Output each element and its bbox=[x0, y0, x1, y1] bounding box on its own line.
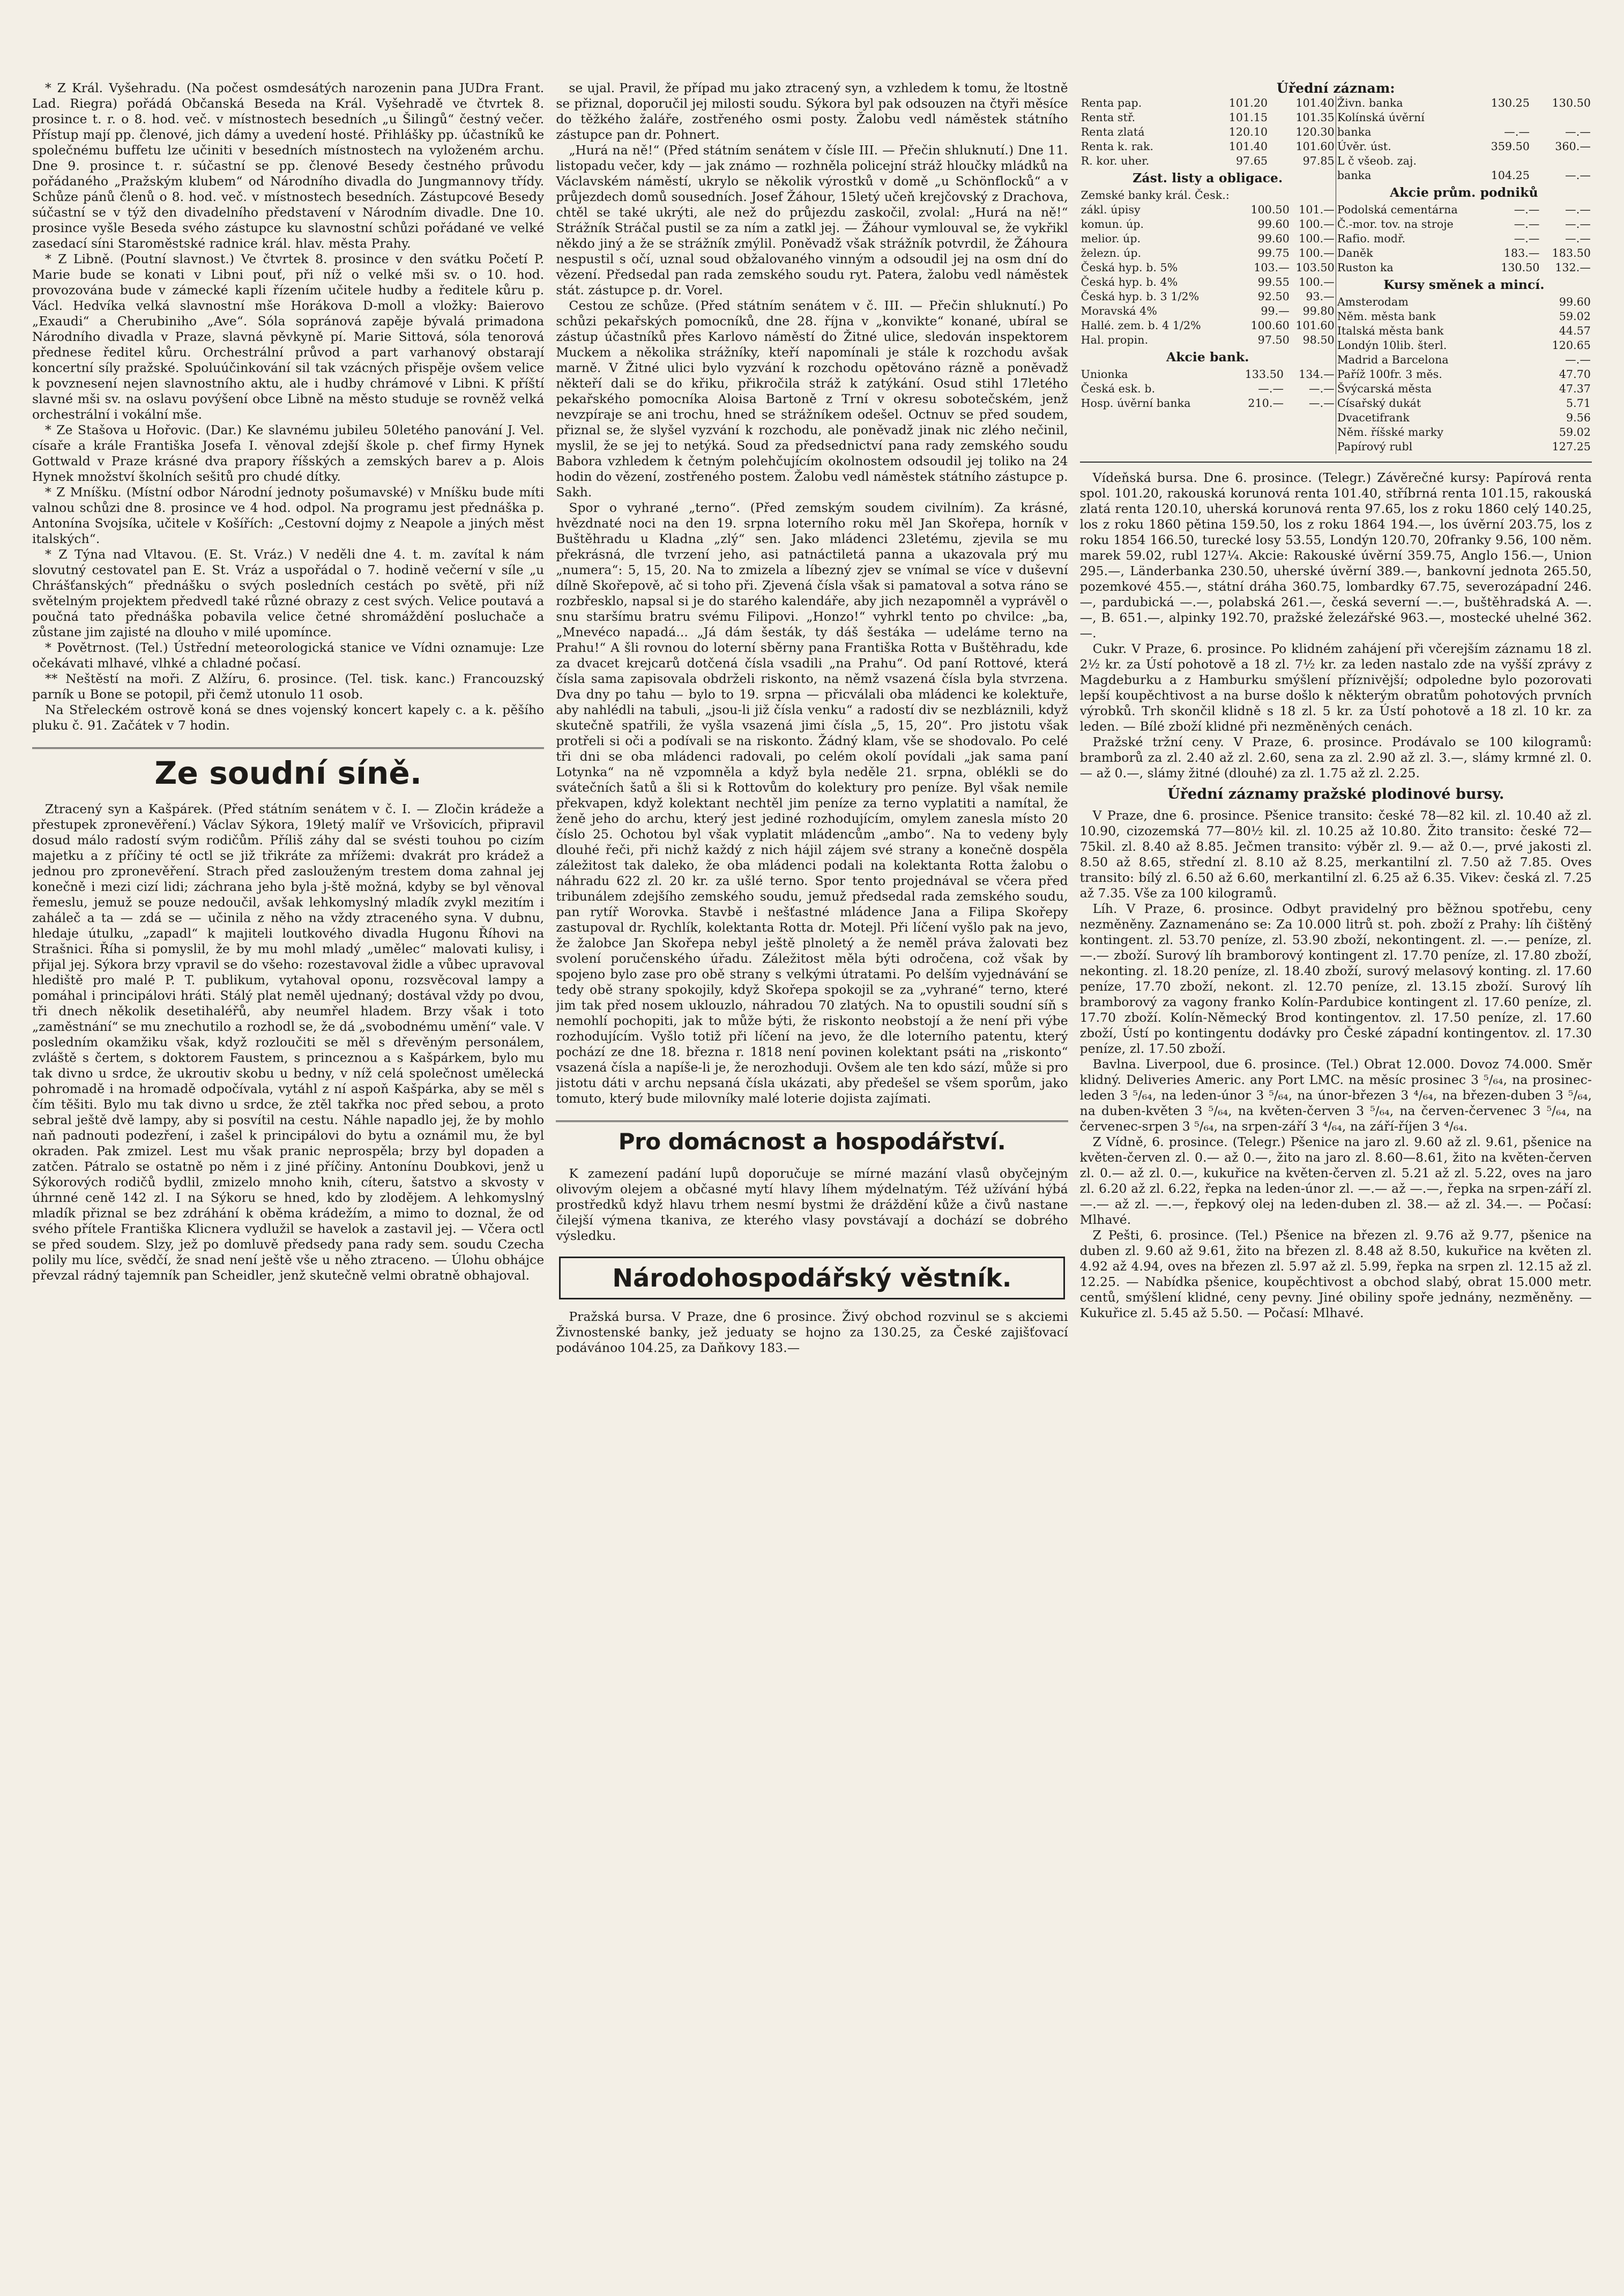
bank-stock-row bbox=[1336, 154, 1592, 168]
column-container bbox=[32, 80, 1592, 2264]
bank-stock-value: —.— bbox=[1504, 125, 1530, 138]
exchange-rate-value: —.— bbox=[1565, 353, 1591, 366]
obligation-value: 99.80 bbox=[1302, 304, 1335, 317]
obligation-value: 100.— bbox=[1299, 247, 1335, 259]
obligation-row bbox=[1080, 318, 1336, 333]
obligation-label: zákl. úpisy bbox=[1081, 203, 1141, 216]
article-prague-bourse: Pražská bursa. V Praze, dne 6 prosince. Živý obchod rozvinul se s akciemi Živnostenské banky, jež jeduaty se hojno za 130.25, za České zajišťovací podávánoo 104.25, za Daňkovy 183.— bbox=[556, 1309, 1068, 1355]
industrial-stock-value: —.— bbox=[1565, 232, 1591, 245]
article-sea-accident: ** Neštěstí na moři. Z Alžíru, 6. prosince. (Tel. tisk. kanc.) Francouzský parník u Bone se potopil, při čemž utonulo 11 osob. bbox=[32, 671, 545, 702]
market-right-block bbox=[1336, 96, 1592, 454]
bank-stock-label: L č všeob. zaj. bbox=[1337, 154, 1417, 167]
exchange-rate-row bbox=[1336, 440, 1592, 454]
bank-stock-label: banka bbox=[1337, 125, 1372, 138]
rent-label: Renta pap. bbox=[1081, 96, 1142, 109]
obligation-value: 103.50 bbox=[1295, 261, 1335, 274]
bank-share-value: 210.— bbox=[1248, 397, 1284, 410]
exchange-rate-label: Něm. říšské marky bbox=[1337, 426, 1443, 439]
bank-share-value: 134.— bbox=[1299, 368, 1335, 381]
rent-value: 120.10 bbox=[1228, 125, 1268, 138]
obligation-row bbox=[1080, 246, 1336, 261]
bank-stock-value bbox=[1470, 110, 1531, 125]
banks-table bbox=[1336, 96, 1592, 183]
article-sugar: Cukr. V Praze, 6. prosince. Po klidném zahájení při včerejším záznamu 18 zl. 2½ kr. za Ústí pohotově a 18 zl. 7½ kr. za leden nastalo zde na vyšší zprávy z Magdeburku a z Hamburku smýšlení příznivější; odpoledne bylo pozorovati lepší koupěchtivost a na burse došlo k některým obratům pohotových prvních výrobků. Trh skončil klidně s 18 zl. 5 kr. za Ústí pohotově a 18 zl. 10 kr. za leden. — Bílé zboží klidné při nezměněných cenách. bbox=[1079, 641, 1592, 734]
industrial-stock-value: 183.— bbox=[1503, 247, 1540, 259]
industrial-stock-value: —.— bbox=[1565, 218, 1591, 231]
industrial-stock-value: —.— bbox=[1514, 203, 1540, 216]
article-vienna-grain: Z Vídně, 6. prosince. (Telegr.) Pšenice na jaro zl. 9.60 až zl. 9.61, pšenice na květen-červen zl. 0.— až 0.—, žito na jaro zl. 8.60—8.61, žito na květen-červen zl. 0.— až zl. 0.—, kukuřice na květen-červen zl. 5.21 až zl. 5.22, oves na jaro zl. 6.20 až zl. 6.22, řepka na leden-únor zl. —.— až —.—, řepka na srpen-září zl. —.— až zl. —.—, řepkový olej na leden-duben zl. 38.— až zl. 34.—. — Počasí: Mlhavé. bbox=[1079, 1134, 1592, 1227]
obligation-label: Česká hyp. b. 3 1/2% bbox=[1081, 290, 1200, 303]
market-left-block bbox=[1080, 96, 1336, 454]
rent-label: Renta k. rak. bbox=[1081, 140, 1154, 153]
industrial-stock-row bbox=[1336, 203, 1592, 217]
prum-subhead: Akcie prům. podniků bbox=[1390, 185, 1538, 200]
obligation-row bbox=[1080, 289, 1336, 304]
industrial-stock-row bbox=[1336, 217, 1592, 232]
obligation-label: Hal. propin. bbox=[1081, 333, 1149, 346]
exchange-rate-label: Amsterodam bbox=[1337, 295, 1409, 308]
exchange-rate-value: 127.25 bbox=[1552, 440, 1591, 453]
kurzy-table bbox=[1336, 295, 1592, 454]
obligation-value: 99.55 bbox=[1257, 276, 1290, 288]
grain-heading: Úřední záznamy pražské plodinové bursy. bbox=[1167, 786, 1504, 803]
industrial-stock-label: Daněk bbox=[1337, 247, 1373, 259]
article-pest-grain: Z Pešti, 6. prosince. (Tel.) Pšenice na březen zl. 9.76 až 9.77, pšenice na duben zl. 9.60 až 9.61, žito na březen zl. 8.48 až 8.50, kukuřice na květen zl. 4.92 až 4.94, oves na březen zl. 5.97 až zl. 5.99, řepka na srpen zl. 12.15 až zl. 12.25. — Nabídka pšenice, koupěchtivost a obchod slabý, obrat 15.000 metr. centů, smýšlení klidné, ceny pevny. Jiné obiliny spoře jednány, nezměněny. — Kukuřice zl. 5.45 až 5.50. — Počasí: Mlhavé. bbox=[1079, 1228, 1592, 1320]
exchange-rate-row bbox=[1336, 353, 1592, 367]
exchange-rate-label: Paříž 100fr. 3 měs. bbox=[1337, 368, 1442, 381]
rent-value: 101.35 bbox=[1295, 111, 1335, 124]
obligation-row bbox=[1080, 304, 1336, 318]
exchange-rate-value: 59.02 bbox=[1559, 310, 1591, 323]
exchange-rate-value: 47.70 bbox=[1559, 368, 1591, 381]
obligation-label: Česká hyp. b. 4% bbox=[1081, 276, 1178, 288]
rent-row bbox=[1080, 125, 1336, 139]
obligation-label: železn. úp. bbox=[1081, 247, 1142, 259]
bank-stock-row bbox=[1336, 96, 1592, 110]
bank-subhead: Akcie bank. bbox=[1166, 350, 1249, 365]
obligation-label: komun. úp. bbox=[1081, 218, 1144, 231]
obligation-value: 100.— bbox=[1299, 276, 1335, 288]
rents-table bbox=[1080, 96, 1336, 168]
bank-share-value: —.— bbox=[1309, 397, 1335, 410]
exchange-rate-label: Dvacetifrank bbox=[1337, 411, 1410, 424]
bank-stock-value: 360.— bbox=[1555, 140, 1591, 153]
rent-row bbox=[1080, 96, 1336, 110]
industrial-stock-value: 130.50 bbox=[1501, 261, 1540, 274]
bank-share-label: Unionka bbox=[1081, 368, 1128, 381]
exchange-rate-row bbox=[1336, 367, 1592, 382]
industrial-stock-label: Ruston ka bbox=[1337, 261, 1394, 274]
obligation-value: 92.50 bbox=[1257, 290, 1290, 303]
exchange-rate-value: 59.02 bbox=[1559, 426, 1591, 439]
industrial-stock-row bbox=[1336, 246, 1592, 261]
bank-share-row bbox=[1080, 382, 1336, 396]
bank-stock-value: 130.25 bbox=[1491, 96, 1530, 109]
obligation-row bbox=[1080, 217, 1336, 232]
rent-value: 97.65 bbox=[1235, 154, 1268, 167]
exchange-rate-value: 99.60 bbox=[1559, 295, 1591, 308]
bank-stock-label: Úvěr. úst. bbox=[1337, 140, 1391, 153]
exchange-rate-row bbox=[1336, 309, 1592, 324]
exchange-rate-label: Císařský dukát bbox=[1337, 397, 1421, 410]
industrial-stock-label: Č.-mor. tov. na stroje bbox=[1337, 218, 1454, 231]
obligation-value: 97.50 bbox=[1257, 333, 1290, 346]
kurzy-subhead: Kursy směnek a mincí. bbox=[1383, 277, 1545, 292]
exchange-rate-row bbox=[1336, 425, 1592, 440]
exchange-rate-value: 5.71 bbox=[1566, 397, 1591, 410]
rent-value: 101.40 bbox=[1295, 96, 1335, 109]
obligation-value: 99.60 bbox=[1257, 218, 1290, 231]
bank-table bbox=[1080, 367, 1336, 411]
article-liben: * Z Libně. (Poutní slavnost.) Ve čtvrtek 8. prosince v den svátku Početí P. Marie bude se konati v Libni pouť, při níž o velké mši sv. o 10. hod. provozována bude v zámecké kapli řízením učitele hudby a ředitele kůru p. Václ. Hedvíka velká slavnostní mše Horákova D-moll a vložky: Baierovo „Exaudi“ a Cherubiniho „Ave“. Sóla sopránová zapěje bývalá primadona Národního divadla v Praze, slavná pěvkyně pí. Marie Sittová, sóla tenorová přednese ředitel kůru. Orchestrální průvod a part varhanový obstarají koncertní síly pražské. Spoluúčinkování sil tak vzácných přispěje ovšem velice k povznesení nejen slavnostního aktu, ale i hudby chrámové v Libni. K příští slavné mši sv. na oslavu povýšení obce Libně na město studuje se rovněž velká orchestrální i vokální mše. bbox=[32, 251, 545, 422]
obligation-row bbox=[1080, 203, 1336, 217]
exchange-rate-row bbox=[1336, 324, 1592, 338]
article-weather: * Povětrnost. (Tel.) Ústřední meteorologická stanice ve Vídni oznamuje: Lze očekávati mlhavé, vlhké a chladné počasí. bbox=[32, 640, 545, 671]
bank-stock-value bbox=[1531, 154, 1592, 168]
bank-stock-row bbox=[1336, 139, 1592, 154]
obligation-value: 101.60 bbox=[1295, 319, 1335, 332]
bank-share-row bbox=[1080, 396, 1336, 411]
bank-share-value: —.— bbox=[1258, 382, 1284, 395]
article-hura: „Hurá na ně!“ (Před státním senátem v čísle III. — Přečin shluknutí.) Dne 11. listopadu večer, kdy — jak známo — rozhněla policejní stráž hloučky mládků na Václavském náměstí, ukrylo se několik výrostků v domě „u Schönflocků“ a v průjezdech domů sousedních. Josef Žáhour, 15letý učeň krejčovský z Drachova, chtěl se také ukrýti, ale než do průjezdu zaskočil, zvolal: „Hurá na ně!“ Strážník Stráčal pustil se za ním a zatkl jej. — Žáhour vymlouval se, že vykřikl někdo jiný a že se strážník zmýlil. Poněvadž však strážník potvrdil, že Žáhoura nespustil s očí, uznal soud obžalovaného vinným a odsoudil jej na osm dní do vězení. Předsedal pan rada zemského soudu ryt. Patera, žalobu vedl náměstek stát. zástupce p. dr. Vorel. bbox=[556, 143, 1068, 298]
section-heading-economy: Národohospodářský věstník. bbox=[559, 1257, 1064, 1299]
industrial-stock-value: —.— bbox=[1514, 218, 1540, 231]
industrial-stock-value: —.— bbox=[1514, 232, 1540, 245]
article-grain: V Praze, dne 6. prosince. Pšenice transito: české 78—82 kil. zl. 10.40 až zl. 10.90, cizozemská 77—80½ kil. zl. 10.25 až 10.80. Žito transito: české 72—75kil. zl. 8.40 až 8.85. Ječmen transito: výběr zl. 9.— až 0.—, prvé jakosti zl. 8.50 až 8.65, střední zl. 8.10 až 8.25, merkantilní zl. 7.50 až 7.85. Oves transito: bílý zl. 6.50 až 6.60, merkantilní zl. 6.25 až 6.35. Vikev: česká zl. 7.25 až 7.35. Vše za 100 kilogramů. bbox=[1079, 808, 1592, 901]
rent-label: Renta zlatá bbox=[1081, 125, 1145, 138]
article-concert: Na Střeleckém ostrově koná se dnes vojenský koncert kapely c. a k. pěšího pluku č. 91. Začátek v 7 hodin. bbox=[32, 702, 545, 733]
obligation-label: Hallé. zem. b. 4 1/2% bbox=[1081, 319, 1201, 332]
industrial-stock-value: 183.50 bbox=[1552, 247, 1591, 259]
obligation-value: 93.— bbox=[1306, 290, 1335, 303]
oblig-subhead: Zást. listy a obligace. bbox=[1133, 170, 1283, 185]
industrial-stock-label: Podolská cementárna bbox=[1337, 203, 1458, 216]
article-vysehrad: * Z Král. Vyšehradu. (Na počest osmdesátých narozenin pana JUDra Frant. Lad. Riegra) pořádá Občanská Beseda na Král. Vyšehradě ve čtvrtek 8. prosince t. r. o 8. hod. več. v místnostech besedních „u Šilingů“ čestný večer. Přístup mají pp. členové, jich dámy a uvedení hosté. Přihlášky pp. účastníků ke společnému buffetu lze učiniti v besedních místnostech na vyloženém archu. Dne 9. prosince t. r. súčastní se pp. členové Besedy čestného průvodu pořádaného „Pražským klubem“ od Národního divadla do Jungmannovy třídy. Schůze pánů členů o 8. hod. več. v místnostech besedních. Zástupcové Besedy súčastní se v týž den divadelního představení v Národním divadle. Dne 10. prosince vyšle Beseda svého zástupce ku slavnostní schůzi pořádané ve velké zasedací síni Staroměstské radnice král. hlav. města Prahy. bbox=[32, 80, 545, 251]
bank-share-value: —.— bbox=[1309, 382, 1335, 395]
section-heading-court: Ze soudní síně. bbox=[32, 747, 544, 792]
exchange-rate-row bbox=[1336, 338, 1592, 353]
rent-value: 97.85 bbox=[1302, 154, 1335, 167]
obligation-value: 100.50 bbox=[1250, 203, 1290, 216]
exchange-rate-row bbox=[1336, 396, 1592, 411]
article-stasov: * Ze Stašova u Hořovic. (Dar.) Ke slavnému jubileu 50letého panování J. Vel. císaře a krále Františka Josefa I. věnoval zdejší škole p. chef firmy Hynek Gottwald v Praze krásné dva prapory říšských a zemských barev a p. Alois Hynek množství školních sešitů pro chudé dítky. bbox=[32, 422, 545, 484]
rent-row bbox=[1080, 154, 1336, 168]
bank-stock-value: —.— bbox=[1565, 125, 1591, 138]
bank-share-value: 133.50 bbox=[1245, 368, 1284, 381]
article-tyn: * Z Týna nad Vltavou. (E. St. Vráz.) V neděli dne 4. t. m. zavítal k nám slovutný cestovatel pan E. St. Vráz a uspořádal o 7. hodině večerní v síle „u Chrášťanských“ přednášku o svých posledních cestách po světě, při níž světelným projektem předvedl také různé obrazy z cest svých. Velice poutavá a poučná tato přednáška pobavila velice četné shromáždění posluchače a zůstane jim zajisté na dlouho v milé upomínce. bbox=[32, 547, 545, 640]
exchange-rate-row bbox=[1336, 382, 1592, 396]
rent-value: 101.20 bbox=[1228, 96, 1268, 109]
article-vienna-bourse: Vídeňská bursa. Dne 6. prosince. (Telegr.) Závěrečné kursy: Papírová renta spol. 101.20, rakouská korunová renta 101.40, stříbrná renta 101.15, rakouská zlatá renta 120.10, uherská korunová renta 97.65, los z roku 1860 celý 140.25, los z roku 1860 pětina 159.50, los z roku 1864 194.—, los úvěrní 203.75, los z roku 1854 166.50, turecké losy 53.55, Londýn 120.70, 20franky 9.56, 100 něm. marek 59.02, rubl 127¼. Akcie: Rakouské úvěrní 359.75, Anglo 156.—, Union 295.—, Länderbanka 230.50, uherské úvěrní 389.—, bankovní jednota 265.50, pozemkové 455.—, státní dráha 360.75, lombardky 67.75, severozápadní 246.—, pardubická —.—, polabská 261.—, česká severní —.—, buštěhradská A. —.—, B. 651.—, alpinky 192.70, pražské železářské 963.—, mostecké uhelné 362.—. bbox=[1079, 470, 1592, 641]
obligation-value: 99.— bbox=[1261, 304, 1290, 317]
rent-value: 101.60 bbox=[1295, 140, 1335, 153]
exchange-rate-value: 120.65 bbox=[1552, 339, 1591, 352]
obligation-label: melior. úp. bbox=[1081, 232, 1141, 245]
obligation-value: 101.— bbox=[1299, 203, 1335, 216]
obligation-label: Česká hyp. b. 5% bbox=[1081, 261, 1178, 274]
bank-stock-row bbox=[1336, 168, 1592, 183]
obligation-value: 100.60 bbox=[1250, 319, 1290, 332]
industrial-stock-label: Rafio. modř. bbox=[1337, 232, 1406, 245]
obligation-value: 103.— bbox=[1254, 261, 1290, 274]
obligation-label: Moravská 4% bbox=[1081, 304, 1157, 317]
rent-value: 101.15 bbox=[1228, 111, 1268, 124]
column-2 bbox=[556, 80, 1068, 2264]
bank-share-row bbox=[1080, 367, 1336, 382]
bank-stock-value: 130.50 bbox=[1552, 96, 1591, 109]
bank-stock-value: —.— bbox=[1565, 169, 1591, 182]
exchange-rate-value: 9.56 bbox=[1566, 411, 1591, 424]
article-spirit: Líh. V Praze, 6. prosince. Odbyt pravidelný pro běžnou spotřebu, ceny nezměněny. Zaznamenáno se: Za 10.000 litrů st. poh. zboží z Prahy: líh čištěný kontingent. zl. 53.70 peníze, zl. 53.90 zboží, nekontingent. zl. —.— peníze, zl. —.— zboží. Surový líh bramborový kontingent zl. 17.70 peníze, zl. 17.80 zboží, nekonting. zl. 18.20 peníze, zl. 18.40 zboží, surový melasový konting. zl. 17.60 peníze, 17.70 zboží, nekont. zl. 12.70 peníze, zl. 13.15 zboží. Surový líh bramborový za vagony franko Kolín-Pardubice kontingent zl. 17.60 peníze, zl. 17.70 zboží. Kolín-Německý Brod kontingentov. zl. 17.50 peníze, zl. 17.60 zboží, Ústí po kontingentu dodávky pro České západní kontingentov. zl. 17.30 peníze, zl. 17.50 zboží. bbox=[1079, 901, 1592, 1056]
bank-stock-label: Živn. banka bbox=[1337, 96, 1403, 109]
bank-stock-label: banka bbox=[1337, 169, 1372, 182]
industrial-stock-value: 132.— bbox=[1555, 261, 1591, 274]
rent-label: Renta stř. bbox=[1081, 111, 1136, 124]
exchange-rate-label: Papírový rubl bbox=[1337, 440, 1413, 453]
prum-table bbox=[1336, 203, 1592, 275]
industrial-stock-row bbox=[1336, 232, 1592, 246]
exchange-rate-label: Londýn 10lib. šterl. bbox=[1337, 339, 1447, 352]
exchange-rate-row bbox=[1336, 295, 1592, 309]
obligation-row bbox=[1080, 188, 1336, 203]
divider bbox=[1080, 462, 1592, 463]
article-market-prices: Pražské tržní ceny. V Praze, 6. prosince. Prodávalo se 100 kilogramů: bramborů za zl. 2.40 až zl. 2.60, sena za zl. 2.90 až zl. 3.—, slámy krmné zl. 0.— až 0.—, slámy žitné (dlouhé) za zl. 1.75 až zl. 2.25. bbox=[1079, 734, 1592, 781]
obligation-value bbox=[1291, 188, 1336, 203]
obligation-row bbox=[1080, 275, 1336, 289]
obligation-value: 99.60 bbox=[1257, 232, 1290, 245]
article-lost-son: Ztracený syn a Kašpárek. (Před státním senátem v č. I. — Zločin krádeže a přestupek zpronevěření.) Václav Sýkora, 19letý malíř ve Vršovicích, připravil dosud málo radostí svým rodičům. Příliš záhy dal se svésti touhou po cizím majetku a z příčiny té octl se již třikráte za mřížemi: dvakrát pro krádež a jednou pro zpronevěření. Strach před zaslouženým trestem doma zahnal jej konečně i mezi cizí lidi; záchrana jeho byla j-ště možná, kdyby se byl věnoval řemeslu, jemuž se pouze nedoučil, avšak lehkomyslný mladík zvykl mezitím i zaháleč a ta — zdá se — učinila z něho na vždy ztraceného syna. V dubnu, hledaje útulku, „zapadl“ k majiteli loutkového divadla Hugonu Říhovi na Strašnici. Říha si pomyslil, že by mu mohl mladý „umělec“ malovati kulisy, i přijal jej. Sýkora brzy vpravil se do všeho: rozestavoval židle a vůbec upravoval hlediště pro malé P. T. publikum, vytahoval oponu, rozsvěcoval lampy a pomáhal i principálovi hráti. Stálý plat neměl ujednaný; dostával vždy po dvou, tři dnech několik desetihaléřů, aby neumřel hladem. Brzy však i toto „zaměstnání“ se mu znechutilo a rozhodl se, že dá „svobodnému umění“ vale. V posledním okamžiku však, když rozloučiti se měl s dřevěným personálem, zvláště s čertem, s doktorem Faustem, s princeznou a s Kašpárkem, bylo mu tak divno u srdce, že ukroutiv skobu u bedny, v níž celá společnost umělecká pohromadě i na hromadě odpočívala, vytáhl z ní aspoň Kašpárka, aby se měl s čím těšiti. Bylo mu tak divno u srdce, že ztěl takřka noc před sebou, a proto sebral ještě dvě lampy, aby si posvítil na cestu. Náhle napadlo jej, že by mohlo naň padnouti podezření, i zašel k principálovi do bytu a oznámil mu, že byl okraden. Pak zmizel. Lest mu však pranic neprospěla; brzy byl dopaden a zatčen. Pátralo se ostatně po něm i z jiné příčiny. Antonínu Doubkovi, jenž u Sýkorových rodičů bydlil, zmizelo mnoho knih, cíteru, šatstvo a skvosty v úhrnné ceně 142 zl. I na Sýkoru se hned, kdo by zlodějem. A lehkomyslný mladík přiznal se bez zdráhání k oběma krádežím, a mimo to doznal, že od svého přítele Františka Klicnera vydlužil se havelok a zastavil jej. — Včera octl se před soudem. Slzy, jež po domluvě předsedy pana rady sem. soudu Czecha polily mu líce, svědčí, že snad není ještě vše u něho ztraceno. — Úlohu obhájce převzal rádný tajemník pan Scheidler, jenž skutečně velmi obratně obhajoval. bbox=[32, 801, 545, 1283]
exchange-rate-value: 44.57 bbox=[1559, 324, 1591, 337]
bank-stock-row bbox=[1336, 125, 1592, 139]
market-table-title: Úřední záznam: bbox=[1276, 80, 1395, 96]
oblig-table bbox=[1080, 188, 1336, 347]
bank-share-label: Česká esk. b. bbox=[1081, 382, 1156, 395]
exchange-rate-row bbox=[1336, 411, 1592, 425]
obligation-value: 100.— bbox=[1299, 232, 1335, 245]
bank-share-label: Hosp. úvěrní banka bbox=[1081, 397, 1191, 410]
obligation-row bbox=[1080, 232, 1336, 246]
rent-value: 120.30 bbox=[1295, 125, 1335, 138]
rent-label: R. kor. uher. bbox=[1081, 154, 1150, 167]
bank-stock-value bbox=[1531, 110, 1592, 125]
bank-stock-row bbox=[1336, 110, 1592, 125]
obligation-value: 98.50 bbox=[1302, 333, 1335, 346]
industrial-stock-row bbox=[1336, 261, 1592, 275]
article-hair: K zamezení padání lupů doporučuje se mírné mazání vlasů obyčejným olivovým olejem a občasné mytí hlavy líhem mýdelnatým. Též užívání hýbá prostředků když hlavu trhem nesmí bystmi že dráždění kůže a čivů nastane čilejší výmena tkaniva, ze kterého vlasy povstávají a dochází se dobrého výsledku. bbox=[556, 1166, 1068, 1243]
exchange-rate-label: Italská města bank bbox=[1337, 324, 1444, 337]
obligation-value: 100.— bbox=[1299, 218, 1335, 231]
bank-stock-value bbox=[1470, 154, 1531, 168]
column-1 bbox=[32, 80, 544, 2264]
market-tables bbox=[1080, 96, 1592, 454]
article-cotton: Bavlna. Liverpool, due 6. prosince. (Tel.) Obrat 12.000. Dovoz 74.000. Směr klidný. Deliveries Americ. any Port LMC. na měsíc prosinec 3 ⁵/₆₄, na prosinec-leden 3 ⁵/₆₄, na leden-únor 3 ⁵/₆₄, na únor-březen 3 ⁴/₆₄, na březen-duben 3 ⁵/₆₄, na duben-květen 3 ⁵/₆₄, na květen-červen 3 ⁵/₆₄, na červen-červenec 3 ⁵/₆₄, na červenec-srpen 3 ⁵/₆₄, na srpen-září 3 ⁴/₆₄, na září-říjen 3 ⁴/₆₄. bbox=[1079, 1057, 1592, 1134]
obligation-row bbox=[1080, 261, 1336, 275]
rent-value: 101.40 bbox=[1228, 140, 1268, 153]
article-cestou: Cestou ze schůze. (Před státním senátem v č. III. — Přečin shluknutí.) Po schůzi pekařských pomocníků, dne 28. října v „konvikte“ konané, ubíral se zástup účastníků přes Karlovo náměstí do Žitné ulice, sledován inspektorem Muckem a několika strážníky, kteří napomínali je stále k rozchodu avšak marně. V Žitné ulici bylo vyzvání k rozchodu opětováno rázně a poněvadž někteří dali se do křiku, přikročila stráž k zatýkání. Osud stihl 17letého pekařského pomocníka Aloisa Bartoně z Trní v okresu sobotečském, jenž nevzpíraje se ani trochu, hned se strážníkem odešel. Octnuv se před soudem, přiznal se, že slyšel vyzvání k rozchodu, ale poněvadž jinak nic zlého nečinil, myslil, že se jej to netýká. Soud za předsednictví pana rady zemského soudu Babora vzhledem k četným polehčujícím okolnostem odsoudil jej toliko na 24 hodin do vězení, zostřeného postem. Žalobu vedl náměstek státního zástupce p. Sakh. bbox=[556, 298, 1068, 500]
bank-stock-value: 104.25 bbox=[1491, 169, 1530, 182]
industrial-stock-value: —.— bbox=[1565, 203, 1591, 216]
exchange-rate-label: Švýcarská města bbox=[1337, 382, 1432, 395]
exchange-rate-label: Madrid a Barcelona bbox=[1337, 353, 1449, 366]
exchange-rate-label: Něm. města bank bbox=[1337, 310, 1436, 323]
column-3 bbox=[1080, 80, 1592, 2264]
rent-row bbox=[1080, 139, 1336, 154]
section-heading-household: Pro domácnost a hospodářství. bbox=[556, 1120, 1068, 1156]
bank-stock-label: Kolínská úvěrní bbox=[1337, 111, 1425, 124]
obligation-label: Zemské banky král. Česk.: bbox=[1081, 189, 1230, 202]
rent-row bbox=[1080, 110, 1336, 125]
article-mnisek: * Z Mníšku. (Místní odbor Národní jednoty pošumavské) v Mníšku bude míti valnou schůzi dne 8. prosince ve 4 hod. odpol. Na programu jest přednáška p. Antonína Svojsíka, učitele v Košířích: „Cestovní dojmy z Neapole a jiných měst italských“. bbox=[32, 485, 545, 546]
article-lost-son-cont: se ujal. Pravil, že případ mu jako ztracený syn, a vzhledem k tomu, že ltostně se přiznal, doporučil jej milosti soudu. Sýkora byl pak odsouzen na čtyři měsíce do těžkého žaláře, zostřeného osmi posty. Žalobu vedl náměstek státního zástupce pan dr. Pohnert. bbox=[556, 80, 1068, 142]
obligation-value: 99.75 bbox=[1257, 247, 1290, 259]
bank-stock-value: 359.50 bbox=[1491, 140, 1530, 153]
obligation-value bbox=[1246, 188, 1291, 203]
exchange-rate-value: 47.37 bbox=[1559, 382, 1591, 395]
article-terno: Spor o vyhrané „terno“. (Před zemským soudem civilním). Za krásné, hvězdnaté noci na den 19. srpna loterního roku měl Jan Skořepa, horník v Buštěhradu u Kladna „zlý“ sen. Jako mládenci 23letému, zjevila se mu překrásná, dle tvrzení jeho, asi patnáctiletá panna a ukazovala prý mu „numera“: 5, 15, 20. Na to zmizela a líbezný zjev se vnímal se více v duševní dílně Skořepově, ač si toho při. Zjevená čísla však si pamatoval a sotva ráno se rozbřesklo, napsal si je do starého kalendáře, aby jich nezapomněl a vyprávěl o snu staršímu bratru svému Filipovi. „Honzo!“ vyhrkl tento po chvilce: „ba, „Mnevéco napadá... „Já dám šesták, ty dáš šestáka — udeláme terno na Prahu!“ A šli rovnou do loterní sběrny pana Františka Rotta v Buštěhradu, kde za dvacet krejcarů dotčená čísla vsadili „na Prahu“. Od paní Rottové, která čísla sama zapisovala obdrželi riskonto, na němž vsazená čísla byla stvrzena. Dva dny po tahu — bylo to 19. srpna — přicválali oba mládenci ke kolektuře, aby nahlédli na tabuli, „jsou-li již čísla venku“ a radostí div se nezbláznili, když skutečně spatřili, že vyšla vsazená jimi čísla „5, 15, 20“. Pro jistotu však protřeli si oči a podívali se na riskonto. Žádný klam, vše se shodovalo. Po celé tři dni se oba mládenci radovali, po celém okolí povídali „jak sama paní Lotynka“ na ně vzpomněla a když byla neděle 21. srpna, oblékli se do svátečních šatů a šli si k Rottovům do kolektury pro peníze. Byl však nemile překvapen, když kolektant nechtěl jim peníze za terno vyplatiti a namítal, že ženě jeho do archu, který jest jediné rozhodujícím, omylem zanesla místo 20 číslo 25. Ochotou byl však vyplatit mládencům „ambo“. Na to vedeny byly dlouhé řeči, při nichž každý z nich hájil zájem své strany a konečně dospěla záležitost tak daleko, že oba mládenci podali na kolektanta Rotta žalobu o náhradu 622 zl. 20 kr. za ušlé terno. Spor tento projednával se včera před tribunálem zdejšího zemského soudu, jemuž předsedal rada zemského soudu, pan rytíř Worovka. Stavbě i nešťastné mládence Jana a Filipa Skořepy zastupoval dr. Rychlík, kolektanta Rotta dr. Motejl. Při líčení vyšlo pak na jevo, že žalobce Jan Skořepa nebyl ještě plnoletý a že neměl práva žalovati bez svolení poručenského úřadu. Záležitost měla býti odročena, což však by spojeno bylo zase pro obě strany s velkými útratami. Po delším vyjednávání se tedy obě strany spokojily, když Skořepa spokojil se za „vyhrané“ terno, které jim tak před nosem uklouzlo, náhradou 70 zlatých. Na to opustili soudní síň s nemohlí pochopiti, jak to může býti, že riskonto neobstojí a že není při výbe rozhodujícím. Vyšlo totiž při líčení na jevo, že dle loterního patentu, který pochází ze dne 18. března r. 1818 není povinen kolektant psáti na „riskonto“ vsazená čísla a napíše-li je, že nerozhoduji. Ovšem ale ten kdo sází, může si pro jistotu dáti v archu nepsaná čísla ukázati, aby předešel se všem sporům, jako tomuto, který bude milovníky malé loterie dojista zajímati. bbox=[556, 500, 1068, 1106]
obligation-row bbox=[1080, 333, 1336, 347]
